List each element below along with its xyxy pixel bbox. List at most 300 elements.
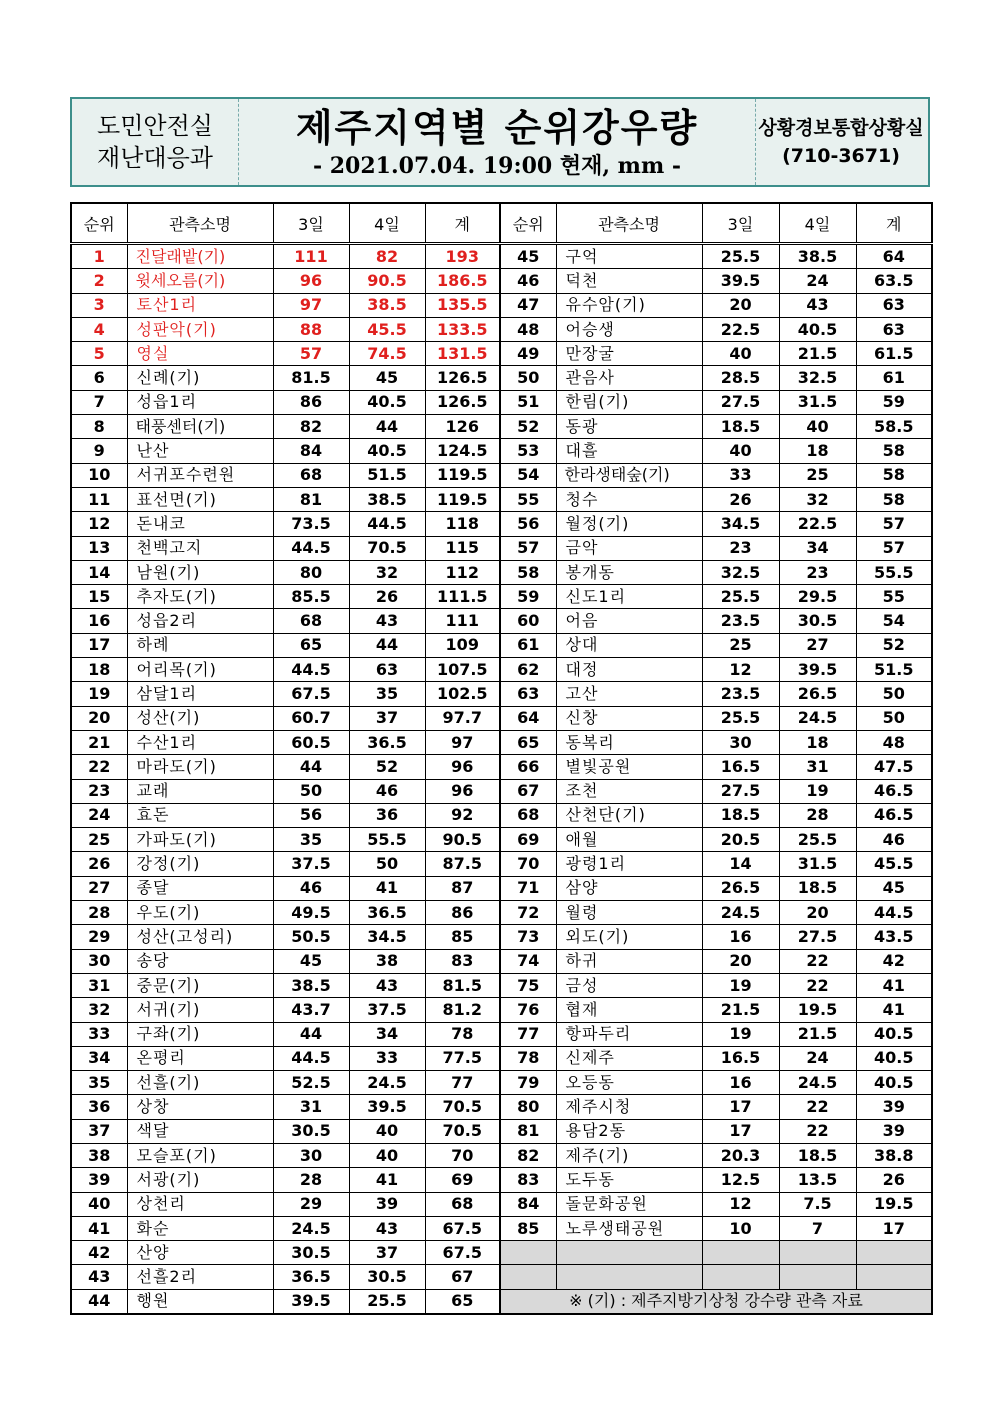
table-row — [500, 1143, 932, 1167]
day3-value-cell: 84 — [273, 439, 349, 463]
total-value-cell: 19.5 — [856, 1192, 932, 1216]
rank-cell: 8 — [71, 415, 127, 439]
day4-header: 4일 — [349, 203, 425, 244]
day3-value-cell: 45 — [273, 949, 349, 973]
rank-cell: 71 — [500, 876, 556, 900]
day3-value-cell: 81 — [273, 487, 349, 511]
day4-value-cell: 30.5 — [779, 609, 856, 633]
day4-value-cell: 45.5 — [349, 317, 425, 341]
day3-value-cell: 20.3 — [702, 1143, 779, 1167]
rank-cell: 54 — [500, 463, 556, 487]
station-name-cell: 봉개동 — [556, 560, 702, 584]
station-name-cell: 상천리 — [127, 1192, 273, 1216]
day3-value-cell: 57 — [273, 342, 349, 366]
day3-value-cell: 86 — [273, 390, 349, 414]
station-name-cell: 하례 — [127, 633, 273, 657]
table-row — [71, 682, 500, 706]
rank-cell: 85 — [500, 1216, 556, 1240]
rank-cell: 64 — [500, 706, 556, 730]
rank-cell: 18 — [71, 658, 127, 682]
empty-cell — [702, 1265, 779, 1289]
day4-value-cell: 22 — [779, 973, 856, 997]
table-row — [71, 293, 500, 317]
total-value-cell: 46.5 — [856, 779, 932, 803]
day4-value-cell: 41 — [349, 1168, 425, 1192]
total-value-cell: 90.5 — [425, 828, 500, 852]
total-value-cell: 109 — [425, 633, 500, 657]
rank-cell: 3 — [71, 293, 127, 317]
rank-cell: 70 — [500, 852, 556, 876]
station-name-cell: 태풍센터(기) — [127, 415, 273, 439]
table-row — [71, 536, 500, 560]
day3-value-cell: 23.5 — [702, 682, 779, 706]
table-row — [500, 1022, 932, 1046]
table-row — [71, 1192, 500, 1216]
station-name-cell: 신제주 — [556, 1046, 702, 1070]
rank-cell: 28 — [71, 901, 127, 925]
table-row — [500, 487, 932, 511]
day3-header: 3일 — [702, 203, 779, 244]
day4-value-cell: 90.5 — [349, 269, 425, 293]
rank-cell: 74 — [500, 949, 556, 973]
table-row — [71, 415, 500, 439]
day4-value-cell: 31.5 — [779, 852, 856, 876]
station-name-cell: 성산(고성리) — [127, 925, 273, 949]
station-name-cell: 상창 — [127, 1095, 273, 1119]
table-row — [500, 852, 932, 876]
station-name-cell: 윗세오름(기) — [127, 269, 273, 293]
day3-value-cell: 20 — [702, 949, 779, 973]
total-value-cell: 48 — [856, 730, 932, 754]
day3-value-cell: 30.5 — [273, 1241, 349, 1265]
rank-cell: 66 — [500, 755, 556, 779]
source-note: ※ (기) : 제주지방기상청 강수량 관측 자료 — [500, 1289, 932, 1314]
rank-cell: 77 — [500, 1022, 556, 1046]
total-value-cell: 85 — [425, 925, 500, 949]
rank-cell: 52 — [500, 415, 556, 439]
day3-value-cell: 44 — [273, 1022, 349, 1046]
table-row — [71, 342, 500, 366]
table-row — [71, 585, 500, 609]
station-name-cell: 난산 — [127, 439, 273, 463]
day4-value-cell: 32 — [349, 560, 425, 584]
station-name-cell: 덕천 — [556, 269, 702, 293]
day4-value-cell: 34 — [349, 1022, 425, 1046]
table-row — [500, 682, 932, 706]
station-name-cell: 대정 — [556, 658, 702, 682]
day3-value-cell: 14 — [702, 852, 779, 876]
station-header: 관측소명 — [556, 203, 702, 244]
day4-value-cell: 37.5 — [349, 998, 425, 1022]
day3-value-cell: 37.5 — [273, 852, 349, 876]
total-value-cell: 96 — [425, 779, 500, 803]
day4-value-cell: 25 — [779, 463, 856, 487]
station-name-cell: 산천단(기) — [556, 803, 702, 827]
total-value-cell: 52 — [856, 633, 932, 657]
table-row — [500, 560, 932, 584]
day3-value-cell: 19 — [702, 973, 779, 997]
table-row — [500, 803, 932, 827]
rank-cell: 40 — [71, 1192, 127, 1216]
day3-value-cell: 24.5 — [273, 1216, 349, 1240]
day3-header: 3일 — [273, 203, 349, 244]
day4-value-cell: 44.5 — [349, 512, 425, 536]
station-name-cell: 별빛공원 — [556, 755, 702, 779]
day4-value-cell: 31.5 — [779, 390, 856, 414]
total-value-cell: 126 — [425, 415, 500, 439]
total-value-cell: 133.5 — [425, 317, 500, 341]
table-row — [500, 706, 932, 730]
table-row — [500, 585, 932, 609]
station-name-cell: 선흘(기) — [127, 1071, 273, 1095]
station-name-cell: 관음사 — [556, 366, 702, 390]
table-row — [500, 463, 932, 487]
table-row — [71, 1095, 500, 1119]
total-value-cell: 115 — [425, 536, 500, 560]
day3-value-cell: 30 — [273, 1143, 349, 1167]
total-value-cell: 87 — [425, 876, 500, 900]
station-name-cell: 신례(기) — [127, 366, 273, 390]
total-value-cell: 46 — [856, 828, 932, 852]
day3-value-cell: 81.5 — [273, 366, 349, 390]
total-value-cell: 39 — [856, 1095, 932, 1119]
table-row — [500, 949, 932, 973]
table-row — [500, 609, 932, 633]
station-name-cell: 유수암(기) — [556, 293, 702, 317]
day3-value-cell: 38.5 — [273, 973, 349, 997]
rank-cell: 55 — [500, 487, 556, 511]
day3-value-cell: 24.5 — [702, 901, 779, 925]
rank-cell: 72 — [500, 901, 556, 925]
day3-value-cell: 30.5 — [273, 1119, 349, 1143]
rank-cell: 44 — [71, 1289, 127, 1314]
day3-value-cell: 22.5 — [702, 317, 779, 341]
station-name-cell: 광령1리 — [556, 852, 702, 876]
rank-cell: 24 — [71, 803, 127, 827]
station-name-cell: 성읍1리 — [127, 390, 273, 414]
table-row — [500, 244, 932, 269]
day4-value-cell: 27.5 — [779, 925, 856, 949]
day4-value-cell: 37 — [349, 1241, 425, 1265]
total-value-cell: 43.5 — [856, 925, 932, 949]
station-name-cell: 금성 — [556, 973, 702, 997]
table-row — [71, 1241, 500, 1265]
station-name-cell: 효돈 — [127, 803, 273, 827]
office-phone: (710-3671) — [782, 145, 900, 167]
day4-value-cell: 20 — [779, 901, 856, 925]
table-row — [71, 876, 500, 900]
rank-cell: 19 — [71, 682, 127, 706]
department-line-2: 재난대응과 — [97, 144, 213, 172]
total-value-cell: 50 — [856, 682, 932, 706]
station-name-cell: 성읍2리 — [127, 609, 273, 633]
rank-cell: 82 — [500, 1143, 556, 1167]
department-line-1: 도민안전실 — [97, 112, 213, 140]
total-value-cell: 40.5 — [856, 1046, 932, 1070]
total-value-cell: 58 — [856, 487, 932, 511]
total-value-cell: 111.5 — [425, 585, 500, 609]
rank-cell: 83 — [500, 1168, 556, 1192]
total-value-cell: 119.5 — [425, 463, 500, 487]
day4-value-cell: 26 — [349, 585, 425, 609]
total-value-cell: 59 — [856, 390, 932, 414]
rank-cell: 20 — [71, 706, 127, 730]
day4-value-cell: 70.5 — [349, 536, 425, 560]
total-value-cell: 58 — [856, 463, 932, 487]
day3-value-cell: 44 — [273, 755, 349, 779]
day4-value-cell: 38.5 — [349, 293, 425, 317]
station-name-cell: 서귀(기) — [127, 998, 273, 1022]
table-row — [71, 852, 500, 876]
day3-value-cell: 60.5 — [273, 730, 349, 754]
table-row — [500, 1216, 932, 1240]
total-value-cell: 77.5 — [425, 1046, 500, 1070]
total-value-cell: 41 — [856, 973, 932, 997]
day4-value-cell: 40.5 — [349, 439, 425, 463]
rank-cell: 45 — [500, 244, 556, 269]
total-value-cell: 92 — [425, 803, 500, 827]
rank-cell: 4 — [71, 317, 127, 341]
station-name-cell: 월정(기) — [556, 512, 702, 536]
station-name-cell: 신도1리 — [556, 585, 702, 609]
day3-value-cell: 29 — [273, 1192, 349, 1216]
rank-cell: 58 — [500, 560, 556, 584]
station-name-cell: 항파두리 — [556, 1022, 702, 1046]
day3-value-cell: 43.7 — [273, 998, 349, 1022]
total-value-cell: 54 — [856, 609, 932, 633]
table-row — [500, 925, 932, 949]
table-row — [71, 949, 500, 973]
rank-header: 순위 — [71, 203, 127, 244]
table-row — [500, 439, 932, 463]
day4-value-cell: 33 — [349, 1046, 425, 1070]
station-name-cell: 월령 — [556, 901, 702, 925]
station-name-cell: 송당 — [127, 949, 273, 973]
table-row — [500, 1168, 932, 1192]
total-value-cell: 119.5 — [425, 487, 500, 511]
station-name-cell: 용담2동 — [556, 1119, 702, 1143]
station-name-cell: 삼달1리 — [127, 682, 273, 706]
table-row — [71, 633, 500, 657]
station-name-cell: 어리목(기) — [127, 658, 273, 682]
table-row — [71, 1265, 500, 1289]
day3-value-cell: 65 — [273, 633, 349, 657]
day4-value-cell: 41 — [349, 876, 425, 900]
day3-value-cell: 28 — [273, 1168, 349, 1192]
total-value-cell: 102.5 — [425, 682, 500, 706]
day3-value-cell: 60.7 — [273, 706, 349, 730]
day3-value-cell: 44.5 — [273, 658, 349, 682]
day3-value-cell: 12 — [702, 1192, 779, 1216]
day4-value-cell: 43 — [779, 293, 856, 317]
table-row — [500, 633, 932, 657]
total-value-cell: 26 — [856, 1168, 932, 1192]
header-box — [70, 97, 930, 187]
empty-cell — [702, 1241, 779, 1265]
day4-value-cell: 34.5 — [349, 925, 425, 949]
total-value-cell: 69 — [425, 1168, 500, 1192]
station-name-cell: 가파도(기) — [127, 828, 273, 852]
total-value-cell: 38.8 — [856, 1143, 932, 1167]
station-name-cell: 돌문화공원 — [556, 1192, 702, 1216]
day4-value-cell: 19.5 — [779, 998, 856, 1022]
station-name-cell: 구억 — [556, 244, 702, 269]
day4-value-cell: 50 — [349, 852, 425, 876]
table-row — [71, 560, 500, 584]
day3-value-cell: 10 — [702, 1216, 779, 1240]
total-value-cell: 58 — [856, 439, 932, 463]
rank-cell: 5 — [71, 342, 127, 366]
rank-cell: 75 — [500, 973, 556, 997]
total-value-cell: 193 — [425, 244, 500, 269]
station-name-cell: 신창 — [556, 706, 702, 730]
title-block — [238, 99, 756, 185]
station-name-cell: 추자도(기) — [127, 585, 273, 609]
day3-value-cell: 82 — [273, 415, 349, 439]
rank-cell: 31 — [71, 973, 127, 997]
rank-cell: 6 — [71, 366, 127, 390]
rank-cell: 27 — [71, 876, 127, 900]
table-row — [71, 439, 500, 463]
total-value-cell: 67.5 — [425, 1241, 500, 1265]
day4-value-cell: 43 — [349, 973, 425, 997]
table-row — [500, 658, 932, 682]
total-value-cell: 65 — [425, 1289, 500, 1314]
table-row — [71, 1022, 500, 1046]
table-row — [71, 1289, 500, 1314]
rank-cell: 25 — [71, 828, 127, 852]
rank-cell: 33 — [71, 1022, 127, 1046]
table-row — [500, 342, 932, 366]
total-value-cell: 126.5 — [425, 390, 500, 414]
rank-cell: 9 — [71, 439, 127, 463]
station-name-cell: 중문(기) — [127, 973, 273, 997]
day4-value-cell: 18.5 — [779, 1143, 856, 1167]
total-value-cell: 87.5 — [425, 852, 500, 876]
day3-value-cell: 25.5 — [702, 244, 779, 269]
day4-value-cell: 22 — [779, 1119, 856, 1143]
station-name-cell: 도두동 — [556, 1168, 702, 1192]
day3-value-cell: 52.5 — [273, 1071, 349, 1095]
day4-value-cell: 36 — [349, 803, 425, 827]
day4-value-cell: 28 — [779, 803, 856, 827]
rank-cell: 39 — [71, 1168, 127, 1192]
rank-cell: 41 — [71, 1216, 127, 1240]
total-value-cell: 45 — [856, 876, 932, 900]
day4-value-cell: 44 — [349, 633, 425, 657]
day3-value-cell: 12.5 — [702, 1168, 779, 1192]
table-row — [500, 512, 932, 536]
rank-cell: 10 — [71, 463, 127, 487]
day3-value-cell: 17 — [702, 1095, 779, 1119]
day4-value-cell: 40 — [349, 1119, 425, 1143]
day4-value-cell: 38 — [349, 949, 425, 973]
station-name-cell: 마라도(기) — [127, 755, 273, 779]
day3-value-cell: 44.5 — [273, 1046, 349, 1070]
total-value-cell: 112 — [425, 560, 500, 584]
rank-cell: 73 — [500, 925, 556, 949]
day4-value-cell: 52 — [349, 755, 425, 779]
station-name-cell: 오등동 — [556, 1071, 702, 1095]
table-row — [500, 730, 932, 754]
empty-row — [500, 1265, 932, 1289]
day4-value-cell: 7 — [779, 1216, 856, 1240]
total-header: 계 — [425, 203, 500, 244]
day3-value-cell: 39.5 — [702, 269, 779, 293]
office-block — [754, 99, 928, 185]
day4-value-cell: 29.5 — [779, 585, 856, 609]
total-value-cell: 44.5 — [856, 901, 932, 925]
table-header-row — [500, 203, 932, 244]
station-name-cell: 제주(기) — [556, 1143, 702, 1167]
station-name-cell: 서광(기) — [127, 1168, 273, 1192]
rank-cell: 30 — [71, 949, 127, 973]
total-value-cell: 118 — [425, 512, 500, 536]
table-row — [71, 609, 500, 633]
rank-header: 순위 — [500, 203, 556, 244]
day4-value-cell: 38.5 — [349, 487, 425, 511]
total-value-cell: 68 — [425, 1192, 500, 1216]
table-row — [500, 998, 932, 1022]
table-row — [500, 1046, 932, 1070]
day4-value-cell: 32 — [779, 487, 856, 511]
day3-value-cell: 80 — [273, 560, 349, 584]
station-name-cell: 조천 — [556, 779, 702, 803]
total-value-cell: 81.2 — [425, 998, 500, 1022]
rank-cell: 67 — [500, 779, 556, 803]
station-name-cell: 남원(기) — [127, 560, 273, 584]
day4-value-cell: 40 — [779, 415, 856, 439]
table-row — [500, 317, 932, 341]
table-row — [500, 293, 932, 317]
day3-value-cell: 20 — [702, 293, 779, 317]
station-name-cell: 토산1리 — [127, 293, 273, 317]
day4-value-cell: 39 — [349, 1192, 425, 1216]
station-name-cell: 대흘 — [556, 439, 702, 463]
rank-cell: 34 — [71, 1046, 127, 1070]
table-row — [71, 487, 500, 511]
station-name-cell: 구좌(기) — [127, 1022, 273, 1046]
total-value-cell: 46.5 — [856, 803, 932, 827]
table-row — [71, 803, 500, 827]
empty-cell — [779, 1265, 856, 1289]
day4-value-cell: 43 — [349, 1216, 425, 1240]
day4-value-cell: 45 — [349, 366, 425, 390]
day3-value-cell: 50 — [273, 779, 349, 803]
day3-value-cell: 16.5 — [702, 1046, 779, 1070]
day4-value-cell: 40.5 — [349, 390, 425, 414]
day4-value-cell: 13.5 — [779, 1168, 856, 1192]
rank-cell: 65 — [500, 730, 556, 754]
station-name-cell: 색달 — [127, 1119, 273, 1143]
day4-value-cell: 27 — [779, 633, 856, 657]
rank-cell: 13 — [71, 536, 127, 560]
station-name-cell: 하귀 — [556, 949, 702, 973]
rank-cell: 23 — [71, 779, 127, 803]
total-value-cell: 77 — [425, 1071, 500, 1095]
total-value-cell: 67 — [425, 1265, 500, 1289]
empty-cell — [856, 1265, 932, 1289]
station-name-cell: 선흘2리 — [127, 1265, 273, 1289]
total-value-cell: 41 — [856, 998, 932, 1022]
station-name-cell: 만장굴 — [556, 342, 702, 366]
day4-value-cell: 39.5 — [779, 658, 856, 682]
day4-value-cell: 36.5 — [349, 901, 425, 925]
station-name-cell: 성산(기) — [127, 706, 273, 730]
station-name-cell: 종달 — [127, 876, 273, 900]
total-value-cell: 67.5 — [425, 1216, 500, 1240]
table-row — [71, 998, 500, 1022]
